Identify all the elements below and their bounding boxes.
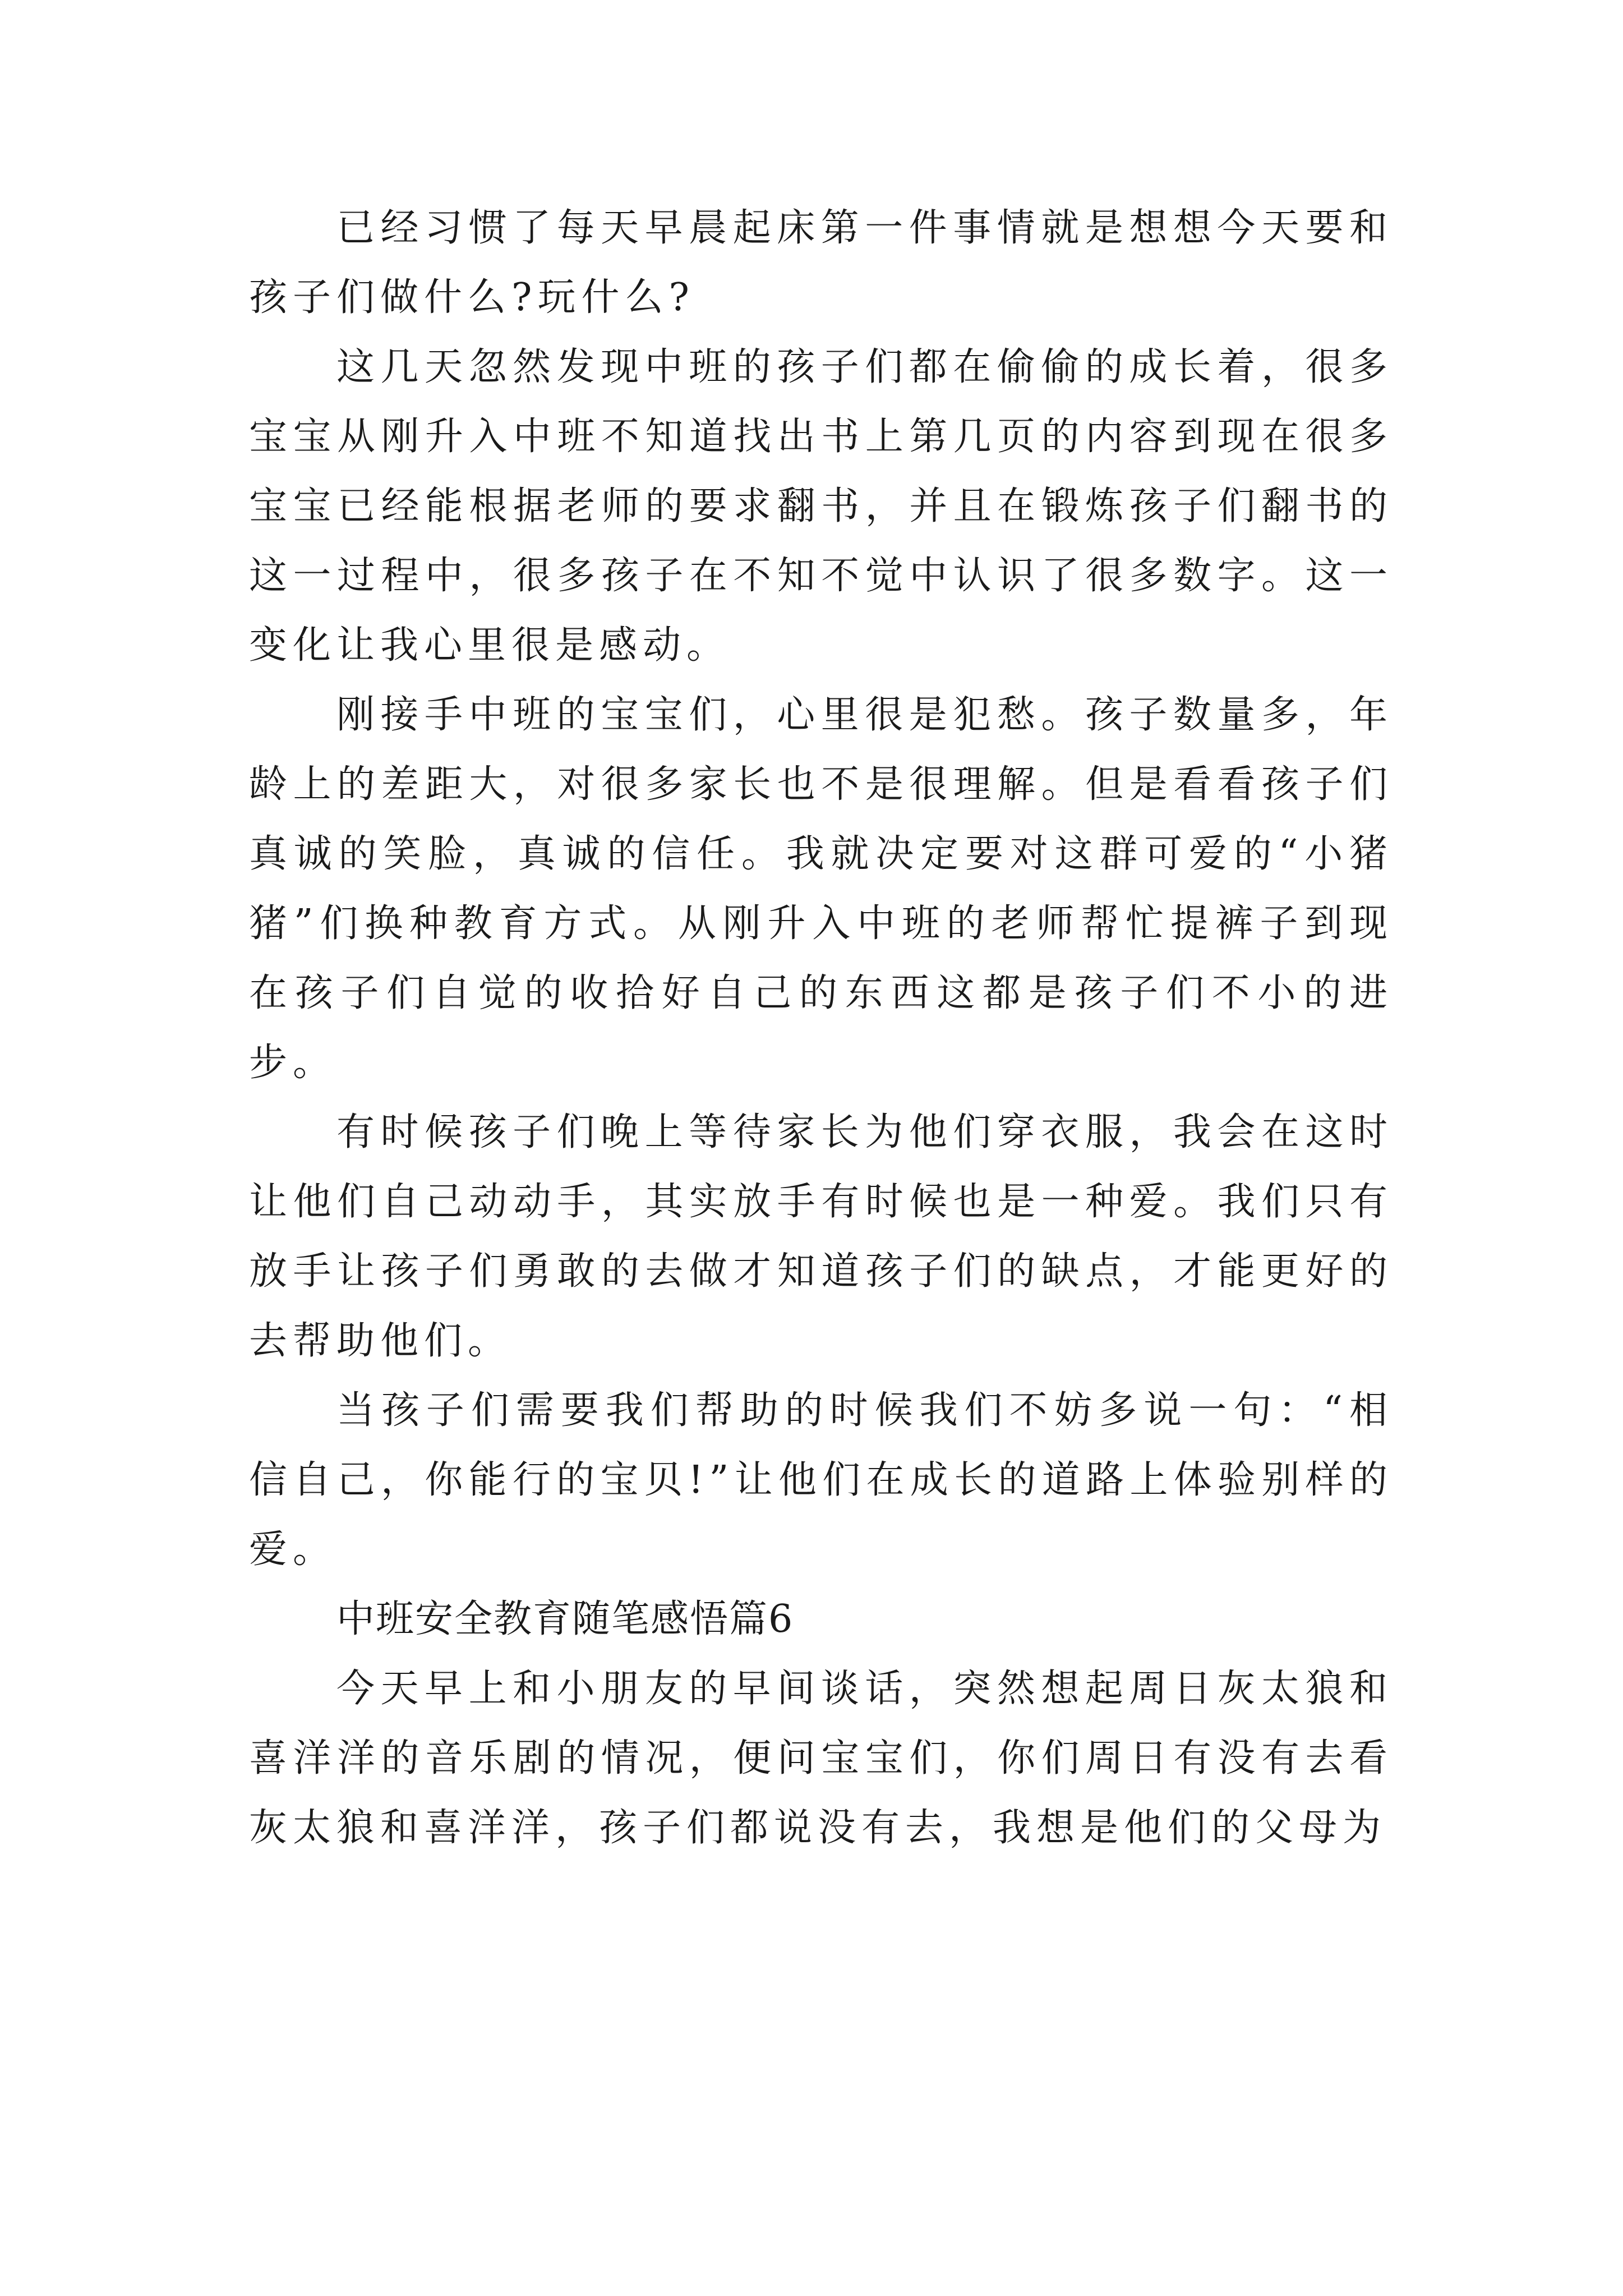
document-body <box>249 194 1393 1863</box>
paragraph-3: 刚接手中班的宝宝们，心里很是犯愁。孩子数量多，年龄上的差距大，对很多家长也不是很理解。但是看看孩子们真诚的笑脸，真诚的信任。我就决定要对这群可爱的“小猪猪”们换种教育方式。从刚升入中班的老师帮忙提裤子到现在孩子们自觉的收拾好自己的东西这都是孩子们不小的进步。 <box>249 693 1393 1085</box>
paragraph-5: 当孩子们需要我们帮助的时候我们不妨多说一句：“相信自己，你能行的宝贝!”让他们在成长的道路上体验别样的爱。 <box>249 1388 1393 1572</box>
section-heading: 中班安全教育随笔感悟篇6 <box>336 1597 794 1641</box>
paragraph-4: 有时候孩子们晚上等待家长为他们穿衣服，我会在这时让他们自己动动手，其实放手有时候也是一种爱。我们只有放手让孩子们勇敢的去做才知道孩子们的缺点，才能更好的去帮助他们。 <box>249 1110 1393 1363</box>
paragraph-6: 今天早上和小朋友的早间谈话，突然想起周日灰太狼和喜洋洋的音乐剧的情况，便问宝宝们，你们周日有没有去看灰太狼和喜洋洋，孩子们都说没有去，我想是他们的父母为 <box>249 1667 1393 1850</box>
paragraph-2: 这几天忽然发现中班的孩子们都在偷偷的成长着，很多宝宝从刚升入中班不知道找出书上第几页的内容到现在很多宝宝已经能根据老师的要求翻书，并且在锻炼孩子们翻书的这一过程中，很多孩子在不知不觉中认识了很多数字。这一变化让我心里很是感动。 <box>249 345 1393 668</box>
paragraph-1: 已经习惯了每天早晨起床第一件事情就是想想今天要和孩子们做什么?玩什么? <box>249 206 1393 320</box>
